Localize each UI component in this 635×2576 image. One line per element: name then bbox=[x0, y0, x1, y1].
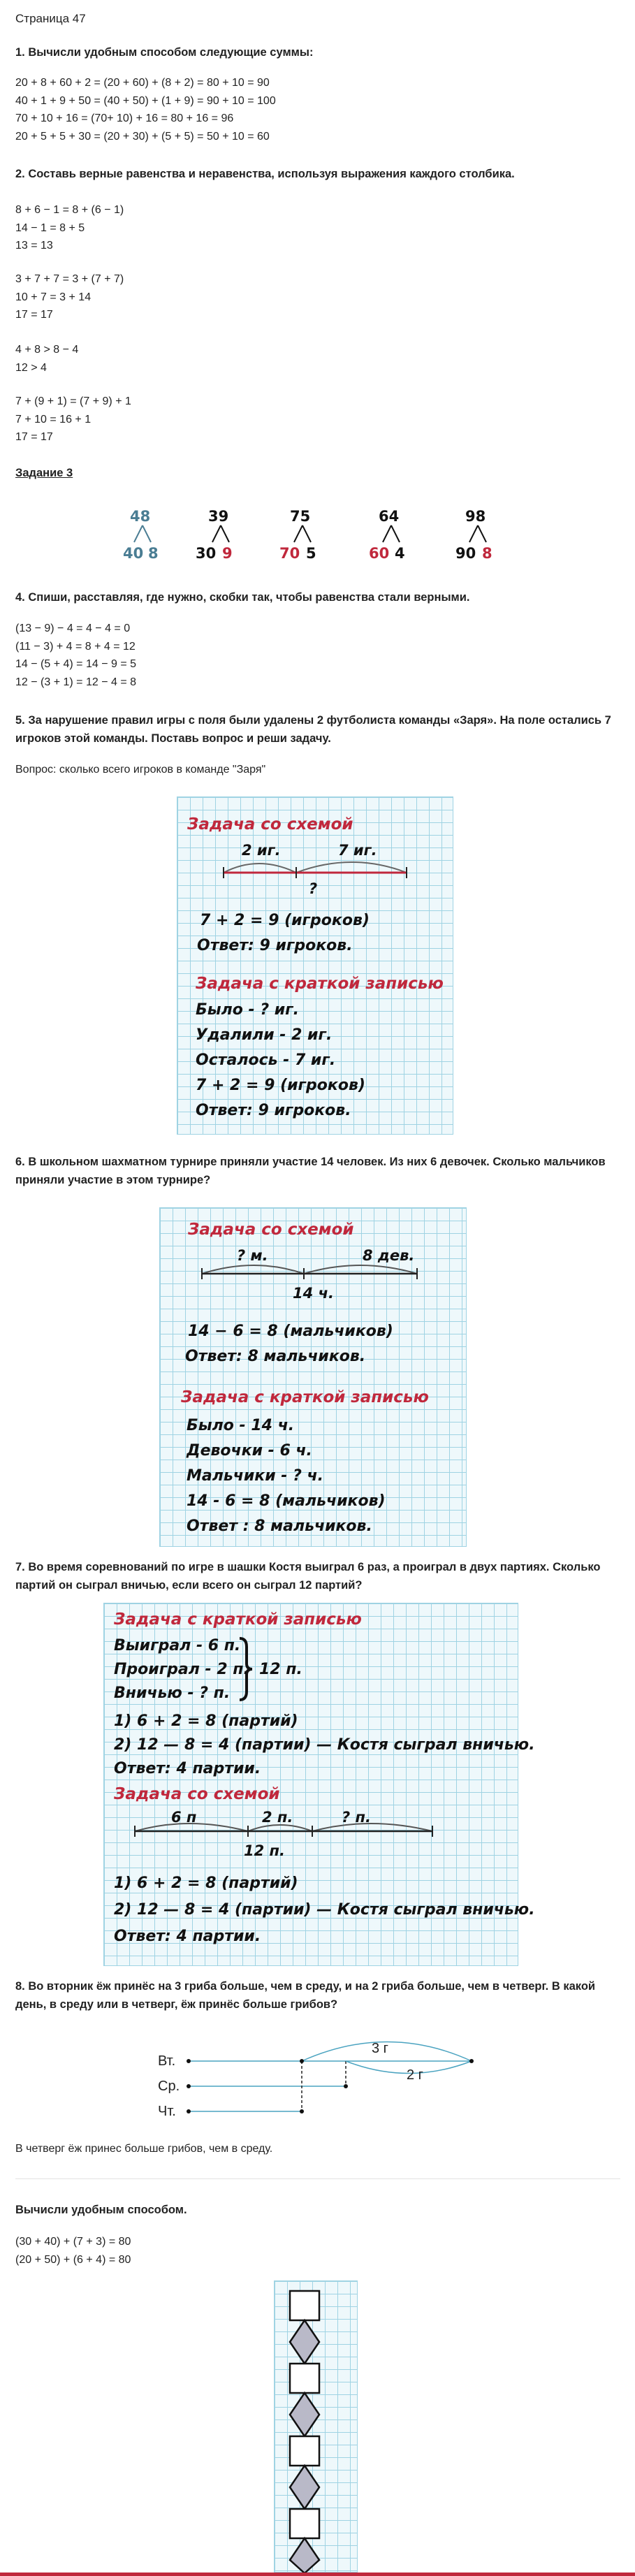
decomp-branch bbox=[377, 524, 405, 544]
mushroom-diagram bbox=[154, 2030, 489, 2134]
task4-line: 12 − (3 + 1) = 12 − 4 = 8 bbox=[15, 676, 137, 689]
decomp-right: 8 bbox=[482, 545, 492, 562]
task4-lines bbox=[15, 620, 136, 692]
decomp-top: 75 bbox=[290, 508, 311, 525]
task1-line: 70 + 10 + 16 = (70+ 10) + 16 = 80 + 16 = 96 bbox=[15, 112, 234, 125]
task2-line: 17 = 17 bbox=[15, 309, 53, 321]
solution-line: 7 + 2 = 9 (игроков) bbox=[200, 912, 370, 929]
task1-heading: 1. Вычисли удобным способом следующие суммы: bbox=[15, 46, 314, 59]
task1-lines bbox=[15, 74, 276, 146]
arc-label: 3 г bbox=[372, 2041, 388, 2056]
decomp-left: 30 bbox=[196, 545, 217, 562]
short-line: Удалили - 2 иг. bbox=[196, 1026, 333, 1044]
short-line: Проиграл - 2 п. bbox=[114, 1661, 249, 1678]
task4-line: (11 − 3) + 4 = 8 + 4 = 12 bbox=[15, 640, 136, 653]
short-line: 7 + 2 = 9 (игроков) bbox=[196, 1077, 365, 1094]
brace bbox=[237, 1636, 255, 1703]
task6-notebook bbox=[159, 1207, 467, 1547]
segment-label: ? м. bbox=[237, 1247, 268, 1264]
decomp-branch bbox=[129, 524, 156, 544]
answer-line: Ответ: 9 игроков. bbox=[197, 937, 353, 954]
segment-label: 8 дев. bbox=[363, 1247, 415, 1264]
task8-diagram bbox=[154, 2030, 489, 2134]
task5-question: Вопрос: сколько всего игроков в команде "Заря" bbox=[15, 764, 266, 776]
task2-line: 4 + 8 > 8 − 4 bbox=[15, 344, 79, 356]
decomp-top: 98 bbox=[465, 508, 486, 525]
task2-group bbox=[15, 270, 124, 324]
task3-heading: Задание 3 bbox=[15, 467, 73, 479]
decomp-left: 60 bbox=[369, 545, 390, 562]
divider bbox=[15, 2178, 620, 2179]
decomp-branch bbox=[289, 524, 316, 544]
solution-line: 2) 12 — 8 = 4 (партии) — Костя сыграл вничью. bbox=[114, 1736, 535, 1754]
task4-line: (13 − 9) − 4 = 4 − 4 = 0 bbox=[15, 623, 131, 634]
short-title: Задача с краткой записью bbox=[181, 1388, 429, 1406]
decomp-branch bbox=[207, 524, 235, 544]
task2-line: 7 + (9 + 1) = (7 + 9) + 1 bbox=[15, 395, 131, 407]
short-title: Задача с краткой записью bbox=[114, 1610, 362, 1629]
task2-line: 17 = 17 bbox=[15, 431, 53, 444]
brace-total: 12 п. bbox=[259, 1661, 302, 1678]
decomp-top: 39 bbox=[208, 508, 229, 525]
scheme-title: Задача со схемой bbox=[187, 815, 353, 834]
task2-group bbox=[15, 201, 124, 255]
task2-line: 8 + 6 − 1 = 8 + (6 − 1) bbox=[15, 204, 124, 216]
task5-heading: 5. За нарушение правил игры с поля были удалены 2 футболиста команды «Заря». На поле остались 7 игроков этой команды. Поставь вопрос и реши задачу. bbox=[15, 714, 611, 745]
task9-lines bbox=[15, 2233, 131, 2269]
task8-heading: 8. Во вторник ёж принёс на 3 гриба больше, чем в среду, и на 2 гриба больше, чем в четверг. В какой день, в среду или в четверг, ёж принёс больше грибов? bbox=[15, 1980, 596, 2011]
solution-line: 14 − 6 = 8 (мальчиков) bbox=[188, 1323, 393, 1340]
scheme-title: Задача со схемой bbox=[114, 1785, 280, 1803]
decomp-branch bbox=[464, 524, 492, 544]
segment-label: 7 иг. bbox=[338, 842, 377, 859]
solution-line: 2) 12 — 8 = 4 (партии) — Костя сыграл вничью. bbox=[114, 1901, 535, 1919]
task7-notebook bbox=[103, 1603, 535, 1966]
day-label: Ср. bbox=[158, 2079, 180, 2094]
answer-line: Ответ: 8 мальчиков. bbox=[185, 1348, 366, 1365]
task9-line: (30 + 40) + (7 + 3) = 80 bbox=[15, 2236, 131, 2248]
answer-line: Ответ: 4 партии. bbox=[114, 1760, 261, 1777]
task8-answer: В четверг ёж принес больше грибов, чем в среду. bbox=[15, 2143, 273, 2155]
day-label: Вт. bbox=[158, 2053, 176, 2069]
short-line: Мальчики - ? ч. bbox=[187, 1467, 323, 1485]
bottom-accent-bar bbox=[0, 2573, 635, 2576]
decomp-top: 48 bbox=[130, 508, 151, 525]
short-line: Вничью - ? п. bbox=[114, 1684, 231, 1702]
decomp-right: 5 bbox=[306, 545, 316, 562]
segment-label: 6 п bbox=[171, 1809, 197, 1826]
segment-total: 14 ч. bbox=[293, 1285, 334, 1302]
task2-group bbox=[15, 341, 78, 377]
short-line: Ответ : 8 мальчиков. bbox=[187, 1518, 372, 1535]
page-title: Страница 47 bbox=[15, 12, 86, 25]
task2-line: 14 − 1 = 8 + 5 bbox=[15, 221, 85, 234]
task6-heading: 6. В школьном шахматном турнире приняли участие 14 человек. Из них 6 девочек. Сколько мальчиков приняли участие в этом турнире? bbox=[15, 1156, 606, 1187]
task2-line: 7 + 10 = 16 + 1 bbox=[15, 413, 92, 425]
short-line: Было - ? иг. bbox=[196, 1001, 300, 1019]
segment-diagram bbox=[132, 1814, 439, 1842]
shape-pattern bbox=[275, 2281, 358, 2573]
task9-heading: Вычисли удобным способом. bbox=[15, 2204, 187, 2216]
segment-label: 2 иг. bbox=[242, 842, 281, 859]
decomp-top: 64 bbox=[379, 508, 400, 525]
task2-line: 10 + 7 = 3 + 14 bbox=[15, 291, 92, 303]
short-title: Задача с краткой записью bbox=[196, 975, 444, 993]
segment-total: ? bbox=[309, 880, 318, 897]
solution-line: 1) 6 + 2 = 8 (партий) bbox=[114, 1712, 298, 1730]
task1-line: 20 + 8 + 60 + 2 = (20 + 60) + (8 + 2) = 80 + 10 = 90 bbox=[15, 77, 270, 89]
short-line: Девочки - 6 ч. bbox=[187, 1442, 312, 1460]
decomp-right: 9 bbox=[222, 545, 233, 562]
task1-line: 40 + 1 + 9 + 50 = (40 + 50) + (1 + 9) = 90 + 10 = 100 bbox=[15, 94, 276, 107]
arc-label: 2 г bbox=[407, 2067, 423, 2083]
task4-heading: 4. Спиши, расставляя, где нужно, скобки так, чтобы равенства стали верными. bbox=[15, 591, 470, 604]
short-line: Осталось - 7 иг. bbox=[196, 1051, 336, 1069]
segment-total: 12 п. bbox=[244, 1842, 286, 1859]
task5-notebook bbox=[177, 796, 453, 1135]
short-line: Выиграл - 6 п. bbox=[114, 1637, 241, 1654]
decomp-left: 40 bbox=[123, 545, 144, 562]
short-line: Ответ: 9 игроков. bbox=[196, 1102, 351, 1119]
short-line: Было - 14 ч. bbox=[187, 1417, 295, 1434]
task2-line: 12 > 4 bbox=[15, 361, 47, 374]
decomp-left: 70 bbox=[279, 545, 300, 562]
task2-line: 3 + 7 + 7 = 3 + (7 + 7) bbox=[15, 273, 124, 285]
task4-line: 14 − (5 + 4) = 14 − 9 = 5 bbox=[15, 658, 137, 671]
decomp-left: 90 bbox=[455, 545, 476, 562]
solution-line: 1) 6 + 2 = 8 (партий) bbox=[114, 1875, 298, 1892]
task2-line: 13 = 13 bbox=[15, 240, 53, 252]
segment-label: 2 п. bbox=[262, 1809, 293, 1826]
day-label: Чт. bbox=[158, 2104, 176, 2119]
segment-label: ? п. bbox=[342, 1809, 371, 1826]
scheme-title: Задача со схемой bbox=[188, 1221, 354, 1239]
task7-heading: 7. Во время соревнований по игре в шашки Костя выиграл 6 раз, а проиграл в двух партиях. Сколько партий он сыграл вничью, если всего он сыграл 12 партий? bbox=[15, 1561, 601, 1592]
task1-line: 20 + 5 + 5 + 30 = (20 + 30) + (5 + 5) = 50 + 10 = 60 bbox=[15, 131, 270, 143]
decomp-right: 4 bbox=[395, 545, 405, 562]
short-line: 14 - 6 = 8 (мальчиков) bbox=[187, 1492, 386, 1510]
task2-heading: 2. Составь верные равенства и неравенства, используя выражения каждого столбика. bbox=[15, 168, 515, 180]
answer-line: Ответ: 4 партии. bbox=[114, 1928, 261, 1945]
decomp-right: 8 bbox=[148, 545, 159, 562]
task2-group bbox=[15, 393, 131, 446]
pattern-notebook bbox=[274, 2280, 358, 2573]
task9-line: (20 + 50) + (6 + 4) = 80 bbox=[15, 2253, 131, 2266]
